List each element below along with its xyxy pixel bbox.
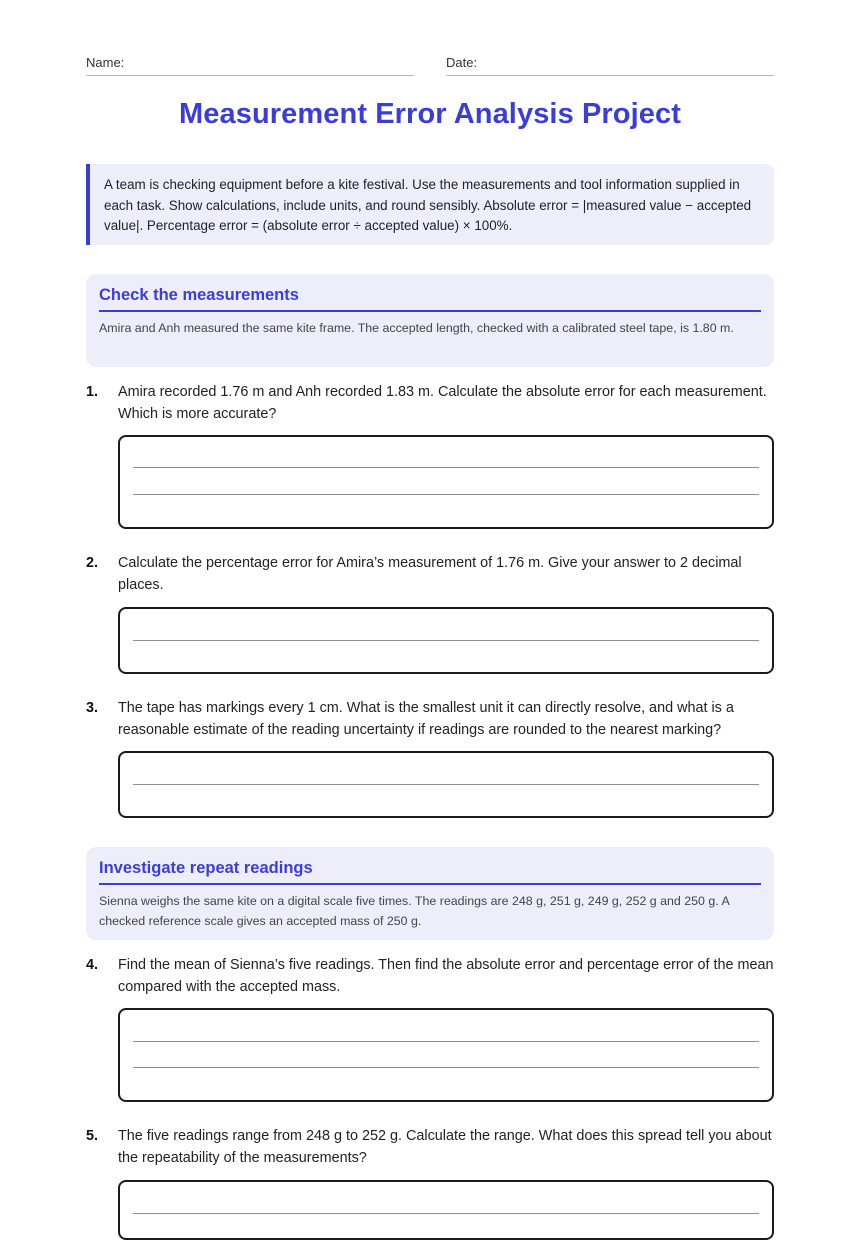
question-text: The five readings range from 248 g to 252 g. Calculate the range. What does this spread tell you about the repeatability of the measurements? xyxy=(118,1128,772,1166)
question-number: 2. xyxy=(86,555,99,571)
answer-box-2[interactable] xyxy=(118,607,774,674)
section-heading: Investigate repeat readings xyxy=(99,859,761,885)
date-label: Date: xyxy=(446,55,478,70)
answer-line xyxy=(133,1067,759,1068)
question-number: 1. xyxy=(86,384,99,400)
answer-line xyxy=(133,784,759,785)
student-info-row xyxy=(86,55,774,76)
question-number: 5. xyxy=(86,1128,99,1144)
intro-callout: A team is checking equipment before a kite festival. Use the measurements and tool information supplied in each task. Show calculations, include units, and round sensibly. Absolute error = |measured value − accepted value|. Percentage error = (absolute error ÷ accepted value) × 100%. xyxy=(86,164,774,245)
section-check-measurements xyxy=(86,274,774,367)
question-number: 3. xyxy=(86,700,99,716)
section-description: Sienna weighs the same kite on a digital scale five times. The readings are 248 g, 251 g, 249 g, 252 g and 250 g. A checked reference scale gives an accepted mass of 250 g. xyxy=(99,894,730,928)
answer-line xyxy=(133,1213,759,1214)
question-text: Find the mean of Sienna’s five readings. Then find the absolute error and percentage error of the mean compared with the accepted mass. xyxy=(118,957,774,995)
answer-box-1[interactable] xyxy=(118,435,774,529)
section-repeat-readings xyxy=(86,847,774,940)
name-label: Name: xyxy=(86,55,125,70)
answer-box-5[interactable] xyxy=(118,1180,774,1240)
question-text: Amira recorded 1.76 m and Anh recorded 1.83 m. Calculate the absolute error for each measurement. Which is more accurate? xyxy=(118,384,767,422)
question-text: Calculate the percentage error for Amira’s measurement of 1.76 m. Give your answer to 2 decimal places. xyxy=(118,555,742,593)
answer-line xyxy=(133,640,759,641)
answer-line xyxy=(133,1041,759,1042)
section-description: Amira and Anh measured the same kite frame. The accepted length, checked with a calibrated steel tape, is 1.80 m. xyxy=(99,321,734,335)
name-field[interactable] xyxy=(86,55,414,76)
answer-line xyxy=(133,467,759,468)
page-title: Measurement Error Analysis Project xyxy=(179,98,681,130)
question-text: The tape has markings every 1 cm. What is the smallest unit it can directly resolve, and what is a reasonable estimate of the reading uncertainty if readings are rounded to the nearest marking? xyxy=(118,700,734,738)
answer-line xyxy=(133,494,759,495)
date-field[interactable] xyxy=(446,55,774,76)
answer-box-3[interactable] xyxy=(118,751,774,818)
question-number: 4. xyxy=(86,957,99,973)
answer-box-4[interactable] xyxy=(118,1008,774,1102)
section-heading: Check the measurements xyxy=(99,286,761,312)
